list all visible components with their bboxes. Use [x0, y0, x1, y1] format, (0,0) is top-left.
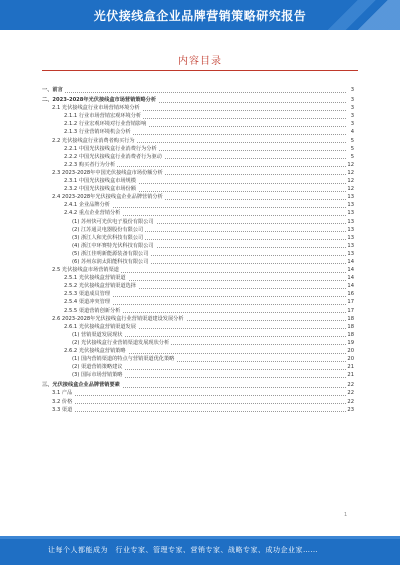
toc-entry[interactable]	[42, 389, 354, 397]
toc-entry[interactable]	[42, 381, 354, 389]
toc-entry-title: (1) 营销渠道发展现状	[72, 331, 123, 338]
toc-entry[interactable]	[42, 161, 354, 169]
toc-entry-page: 14	[347, 283, 354, 290]
toc-entry-title: 2.1.2 行业宏观环境对行业营销影响	[64, 121, 147, 128]
toc-entry[interactable]	[42, 290, 354, 298]
toc-entry-title: 2.5.2 光伏接线盒营销渠道选择	[64, 283, 136, 290]
toc-entry-title: 二、2023-2028年光伏接线盒市场营销策略分析	[42, 97, 157, 104]
toc-entry-title: 2.4.1 企业品牌分析	[64, 202, 110, 209]
toc-entry[interactable]	[42, 120, 354, 128]
toc-entry[interactable]	[42, 371, 354, 379]
toc-entry[interactable]	[42, 258, 354, 266]
table-of-contents	[42, 86, 354, 414]
toc-entry[interactable]	[42, 96, 354, 104]
toc-entry-title: (4) 浙江中环赛特光伏科技有限公司	[72, 242, 154, 249]
toc-entry-title: 2.6.1 光伏接线盒营销渠道发展	[64, 323, 136, 330]
toc-entry[interactable]	[42, 250, 354, 258]
toc-leader-dots	[52, 411, 346, 412]
toc-entry-title: 3.2 价格	[52, 398, 73, 405]
toc-entry-page: 18	[347, 315, 354, 322]
toc-entry-page: 16	[347, 291, 354, 298]
toc-entry-page: 22	[347, 382, 354, 389]
toc-entry[interactable]	[42, 315, 354, 323]
toc-entry-title: 2.5 光伏接线盒市场营销渠道	[52, 267, 119, 274]
toc-entry-title: 3.1 产品	[52, 390, 73, 397]
toc-entry-title: 2.5.1 光伏接线盒营销渠道	[64, 275, 126, 282]
toc-entry-title: (2) 江苏通灵电器股份有限公司	[72, 226, 144, 233]
toc-entry-page: 12	[347, 178, 354, 185]
toc-entry-page: 13	[347, 202, 354, 209]
toc-leader-dots	[52, 403, 346, 404]
toc-entry[interactable]	[42, 323, 354, 331]
toc-entry-page: 12	[347, 169, 354, 176]
toc-entry-title: (1) 苏州快可光伏电子股份有限公司	[72, 218, 154, 225]
toc-entry-title: 2.2.1 中国光伏接线盒行业消费行为分析	[64, 145, 157, 152]
toc-entry-page: 21	[347, 372, 354, 379]
report-banner	[0, 0, 400, 30]
report-title: 光伏接线盒企业品牌营销策略研究报告	[93, 8, 307, 23]
toc-entry-page: 20	[347, 356, 354, 363]
toc-entry[interactable]	[42, 242, 354, 250]
toc-entry[interactable]	[42, 234, 354, 242]
toc-entry[interactable]	[42, 298, 354, 306]
toc-entry-title: 2.1.3 行业营销环境机会分析	[64, 129, 131, 136]
toc-entry-page: 3	[350, 121, 354, 128]
toc-entry-title: 2.2 光伏接线盒行业消费者购买行为	[52, 137, 135, 144]
toc-entry-page: 19	[347, 339, 354, 346]
toc-entry[interactable]	[42, 177, 354, 185]
toc-entry[interactable]	[42, 406, 354, 414]
toc-entry-page: 12	[347, 161, 354, 168]
toc-entry[interactable]	[42, 86, 354, 94]
toc-entry-title: (3) 国际市场营销策略	[72, 372, 123, 379]
toc-entry[interactable]	[42, 363, 354, 371]
toc-entry-page: 5	[350, 145, 354, 152]
toc-entry-page: 3	[350, 87, 354, 93]
toc-entry[interactable]	[42, 282, 354, 290]
toc-entry[interactable]	[42, 347, 354, 355]
toc-entry[interactable]	[42, 137, 354, 145]
toc-entry[interactable]	[42, 209, 354, 217]
toc-entry[interactable]	[42, 104, 354, 112]
toc-entry-title: (2) 光伏接线盒行业营销渠道发展现状分析	[72, 339, 170, 346]
toc-entry-title: 2.6.2 光伏接线盒营销策略	[64, 348, 126, 354]
toc-entry-title: (2) 渠道营销策略建议	[72, 364, 123, 371]
footer-banner	[0, 536, 400, 565]
toc-entry[interactable]	[42, 226, 354, 234]
toc-entry-page: 17	[347, 299, 354, 306]
toc-entry-page: 23	[347, 406, 354, 413]
toc-entry-title: 2.5.4 渠道冲突管理	[64, 299, 110, 306]
toc-entry-page: 14	[347, 267, 354, 274]
toc-entry-title: 2.2.2 中国光伏接线盒行业消费者行为驱动	[64, 153, 162, 160]
toc-entry-title: 三、光伏接线盒企业品牌营销要素	[42, 382, 120, 389]
toc-entry-title: (1) 国内营销渠道的特点与营销渠道优化策略	[72, 356, 175, 363]
toc-entry-page: 18	[347, 323, 354, 330]
toc-leader-dots	[42, 92, 346, 93]
toc-entry-page: 13	[347, 242, 354, 249]
toc-entry-page: 13	[347, 218, 354, 225]
toc-entry-title: 3.3 渠道	[52, 406, 73, 413]
toc-entry-title: 2.3.2 中国光伏接线盒市场份额	[64, 186, 136, 193]
toc-entry-title: (6) 苏州东润太阳能科技有限公司	[72, 258, 149, 265]
toc-entry-page: 13	[347, 234, 354, 241]
toc-entry-page: 12	[347, 186, 354, 193]
toc-entry-title: 2.1 光伏接线盒行业市场营销环境分析	[52, 105, 140, 112]
toc-entry-page: 13	[347, 250, 354, 257]
toc-entry[interactable]	[42, 193, 354, 201]
footer-stripe	[0, 536, 400, 539]
toc-entry-page: 17	[347, 307, 354, 314]
toc-entry-page: 3	[350, 113, 354, 120]
toc-entry[interactable]	[42, 218, 354, 226]
toc-entry-page: 14	[347, 275, 354, 282]
toc-entry[interactable]	[42, 169, 354, 177]
toc-entry[interactable]	[42, 201, 354, 209]
toc-entry-page: 18	[347, 331, 354, 338]
toc-entry[interactable]	[42, 339, 354, 347]
page-number: 1	[344, 512, 348, 518]
toc-entry[interactable]	[42, 307, 354, 315]
toc-entry-title: 2.1.1 行业市场营销宏观环境分析	[64, 113, 142, 120]
toc-entry[interactable]	[42, 128, 354, 136]
toc-entry-title: 2.3.1 中国光伏接线盒市场规模	[64, 178, 136, 185]
toc-entry-title: (3) 浙江人和光伏科技有限公司	[72, 234, 144, 241]
toc-entry-title: (5) 浙江佳明新能源装备有限公司	[72, 250, 149, 257]
toc-entry-title: 一、前言	[42, 87, 63, 93]
toc-leader-dots	[52, 395, 346, 396]
toc-entry-page: 3	[350, 105, 354, 112]
toc-entry-page: 3	[350, 97, 354, 104]
toc-entry-title: 2.6 2023-2028年光伏接线盒行业营销渠道建设发展分析	[52, 315, 184, 322]
footer-slogan: 让每个人都能成为 行业专家、管理专家、营销专家、战略专家、成功企业家……	[48, 546, 318, 554]
toc-entry-page: 13	[347, 226, 354, 233]
toc-entry[interactable]	[42, 153, 354, 161]
toc-entry-page: 13	[347, 210, 354, 217]
toc-entry-title: 2.4 2023-2028年光伏接线盒企业品牌营销分析	[52, 194, 163, 201]
toc-entry[interactable]	[42, 355, 354, 363]
toc-entry-title: 2.3 2023-2028年中国光伏接线盒市场份额分析	[52, 169, 163, 176]
toc-entry-page: 20	[347, 348, 354, 354]
toc-entry[interactable]	[42, 274, 354, 282]
toc-entry-page: 5	[350, 137, 354, 144]
toc-entry-title: 2.5.5 渠道营销创新分析	[64, 307, 121, 314]
toc-entry-title: 2.5.3 渠道成员管理	[64, 291, 110, 298]
toc-entry[interactable]	[42, 331, 354, 339]
toc-title-rule	[42, 70, 358, 71]
toc-entry-page: 21	[347, 364, 354, 371]
toc-entry-page: 22	[347, 398, 354, 405]
toc-entry-page: 4	[350, 129, 354, 136]
toc-title: 内容目录	[178, 56, 222, 67]
toc-entry-title: 2.2.3 购买者行为分析	[64, 161, 116, 168]
toc-entry[interactable]	[42, 112, 354, 120]
toc-entry-page: 14	[347, 258, 354, 265]
toc-entry-title: 2.4.2 重点企业营销分析	[64, 210, 121, 217]
toc-entry[interactable]	[42, 266, 354, 274]
toc-entry-page: 13	[347, 194, 354, 201]
toc-entry[interactable]	[42, 398, 354, 406]
banner-decoration	[310, 0, 400, 30]
toc-entry-page: 5	[350, 153, 354, 160]
toc-entry-page: 22	[347, 390, 354, 397]
toc-entry[interactable]	[42, 145, 354, 153]
toc-entry[interactable]	[42, 185, 354, 193]
